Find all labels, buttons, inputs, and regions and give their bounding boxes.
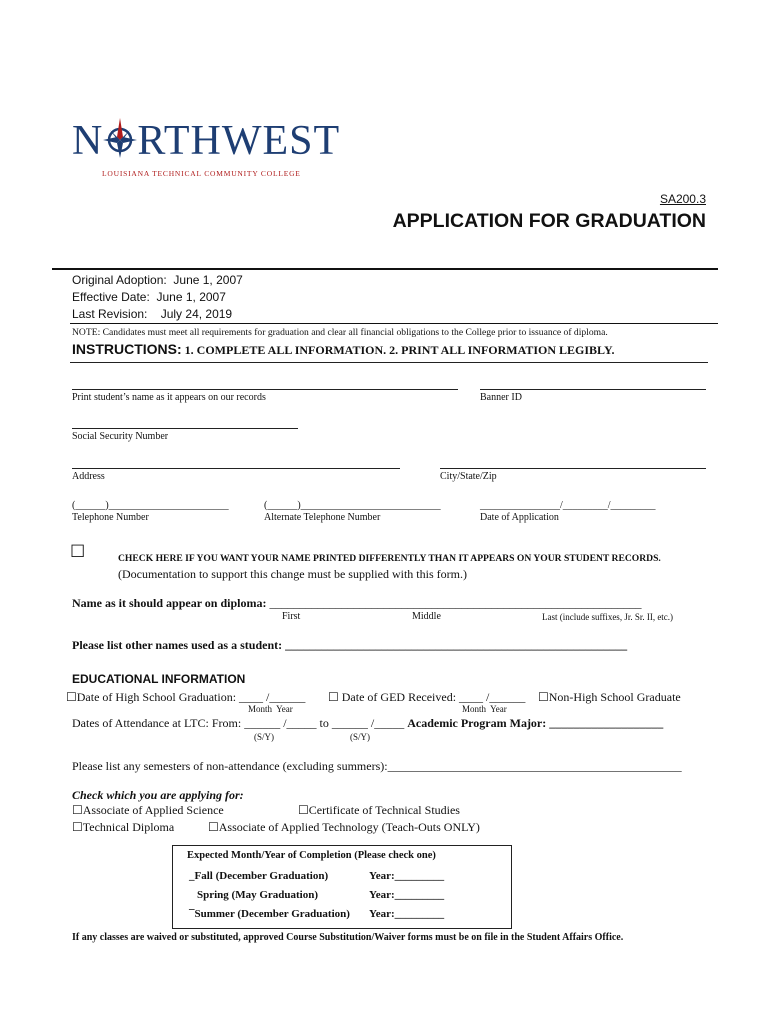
- alt-telephone-label: Alternate Telephone Number: [264, 512, 381, 523]
- month-year-label-ged: Month Year: [462, 704, 507, 714]
- original-adoption: [72, 272, 243, 289]
- sy-label-to: (S/Y): [350, 732, 370, 742]
- footer-note: If any classes are waived or substituted, approved Course Substitution/Waiver forms must be on file in the Student Affairs Office.: [72, 932, 624, 943]
- telephone-input[interactable]: (______)________________________: [72, 500, 229, 511]
- revision-dates: [72, 272, 243, 323]
- applying-heading: Check which you are applying for:: [72, 788, 244, 802]
- effective-date: [72, 289, 243, 306]
- alt-telephone-input[interactable]: (______)____________________________: [264, 500, 441, 511]
- attendance-dates-field[interactable]: Dates of Attendance at LTC: From: ______ /_____ to ______ /_____: [72, 716, 405, 730]
- other-names-input[interactable]: _________________________________________________________: [285, 638, 628, 652]
- form-code: SA200.3: [659, 192, 706, 206]
- instructions-divider: [70, 362, 708, 363]
- college-logo: [72, 117, 341, 179]
- banner-id-label: Banner ID: [480, 392, 522, 403]
- adoption-value: June 1, 2007: [173, 273, 243, 287]
- revision-label: Last Revision:: [72, 307, 148, 321]
- logo-wordmark: [72, 117, 340, 165]
- ssn-label: Social Security Number: [72, 431, 169, 442]
- student-name-label: Print student’s name as it appears on our records: [72, 392, 266, 403]
- telephone-label: Telephone Number: [72, 512, 149, 523]
- instructions: [72, 341, 615, 359]
- non-attendance-field[interactable]: Please list any semesters of non-attendance (excluding summers):_________________________________________________: [72, 759, 682, 773]
- completion-summer-option[interactable]: ¯Summer (December Graduation): [189, 908, 350, 920]
- ged-field[interactable]: ☐ Date of GED Received: ____ /______: [328, 690, 526, 704]
- other-names-row: [72, 638, 627, 653]
- date-of-application-input[interactable]: ________________/_________/_________: [480, 500, 656, 511]
- banner-id-input[interactable]: [480, 389, 706, 390]
- instructions-colon: :: [177, 341, 182, 357]
- month-year-label-hs: Month Year: [248, 704, 293, 714]
- instructions-text: 1. COMPLETE ALL INFORMATION. 2. PRINT ALL INFORMATION LEGIBLY.: [181, 343, 615, 357]
- address-label: Address: [72, 471, 105, 482]
- adoption-label: Original Adoption:: [72, 273, 167, 287]
- completion-heading: Expected Month/Year of Completion (Please check one): [187, 850, 436, 861]
- aat-checkbox[interactable]: ☐Associate of Applied Technology (Teach-Outs ONLY): [208, 820, 480, 834]
- middle-label: Middle: [412, 611, 441, 622]
- educational-information-heading: EDUCATIONAL INFORMATION: [72, 672, 246, 686]
- completion-fall-option[interactable]: _Fall (December Graduation): [189, 870, 329, 882]
- diploma-name-row: [72, 596, 641, 611]
- completion-summer-year[interactable]: Year:_________: [369, 908, 445, 920]
- header-divider: [52, 268, 718, 270]
- name-change-instruction: CHECK HERE IF YOU WANT YOUR NAME PRINTED DIFFERENTLY THAN IT APPEARS ON YOUR STUDENT RECORDS.: [118, 553, 661, 564]
- effective-label: Effective Date:: [72, 290, 150, 304]
- date-of-application-label: Date of Application: [480, 512, 559, 523]
- completion-spring-year[interactable]: Year:_________: [369, 889, 445, 901]
- note-text: NOTE: Candidates must meet all requirements for graduation and clear all financial obligations to the College prior to issuance of diploma.: [72, 327, 608, 338]
- diploma-name-label: Name as it should appear on diploma:: [72, 596, 267, 610]
- hs-graduation-field[interactable]: ☐Date of High School Graduation: ____ /______: [66, 690, 306, 704]
- ssn-input[interactable]: [72, 428, 298, 429]
- technical-diploma-checkbox[interactable]: ☐Technical Diploma: [72, 820, 175, 834]
- city-state-zip-input[interactable]: [440, 468, 706, 469]
- diploma-name-input[interactable]: ______________________________________________________________: [269, 596, 642, 610]
- logo-letter-n: N: [72, 118, 104, 164]
- name-change-checkbox[interactable]: ☐: [70, 542, 86, 561]
- program-major-input[interactable]: ___________________: [549, 716, 664, 730]
- logo-letters-rthwest: RTHWEST: [137, 118, 341, 164]
- documentation-note: (Documentation to support this change must be supplied with this form.): [118, 567, 467, 581]
- first-label: First: [282, 611, 301, 622]
- page-title: APPLICATION FOR GRADUATION: [392, 210, 706, 232]
- address-input[interactable]: [72, 468, 400, 469]
- completion-fall-year[interactable]: Year:_________: [369, 870, 445, 882]
- other-names-label: Please list other names used as a student:: [72, 638, 283, 652]
- non-hs-graduate-checkbox[interactable]: ☐Non-High School Graduate: [538, 690, 681, 704]
- program-major-label: Academic Program Major:: [407, 716, 547, 730]
- aas-checkbox[interactable]: ☐Associate of Applied Science: [72, 803, 224, 817]
- logo-subtitle: LOUISIANA TECHNICAL COMMUNITY COLLEGE: [102, 169, 301, 178]
- expected-completion-box: [172, 845, 512, 929]
- completion-spring-option[interactable]: Spring (May Graduation): [197, 889, 319, 901]
- sy-label-from: (S/Y): [254, 732, 274, 742]
- dates-divider: [70, 323, 718, 324]
- last-label: Last (include suffixes, Jr. Sr. II, etc.): [542, 612, 674, 622]
- instructions-heading: INSTRUCTIONS: [72, 341, 177, 357]
- compass-rose-icon: [103, 118, 137, 158]
- effective-value: June 1, 2007: [156, 290, 226, 304]
- revision-value: July 24, 2019: [160, 307, 233, 321]
- last-revision: [72, 306, 243, 323]
- city-state-zip-label: City/State/Zip: [440, 471, 497, 482]
- student-name-input[interactable]: [72, 389, 458, 390]
- attendance-dates-row: [72, 716, 663, 731]
- cts-checkbox[interactable]: ☐Certificate of Technical Studies: [298, 803, 460, 817]
